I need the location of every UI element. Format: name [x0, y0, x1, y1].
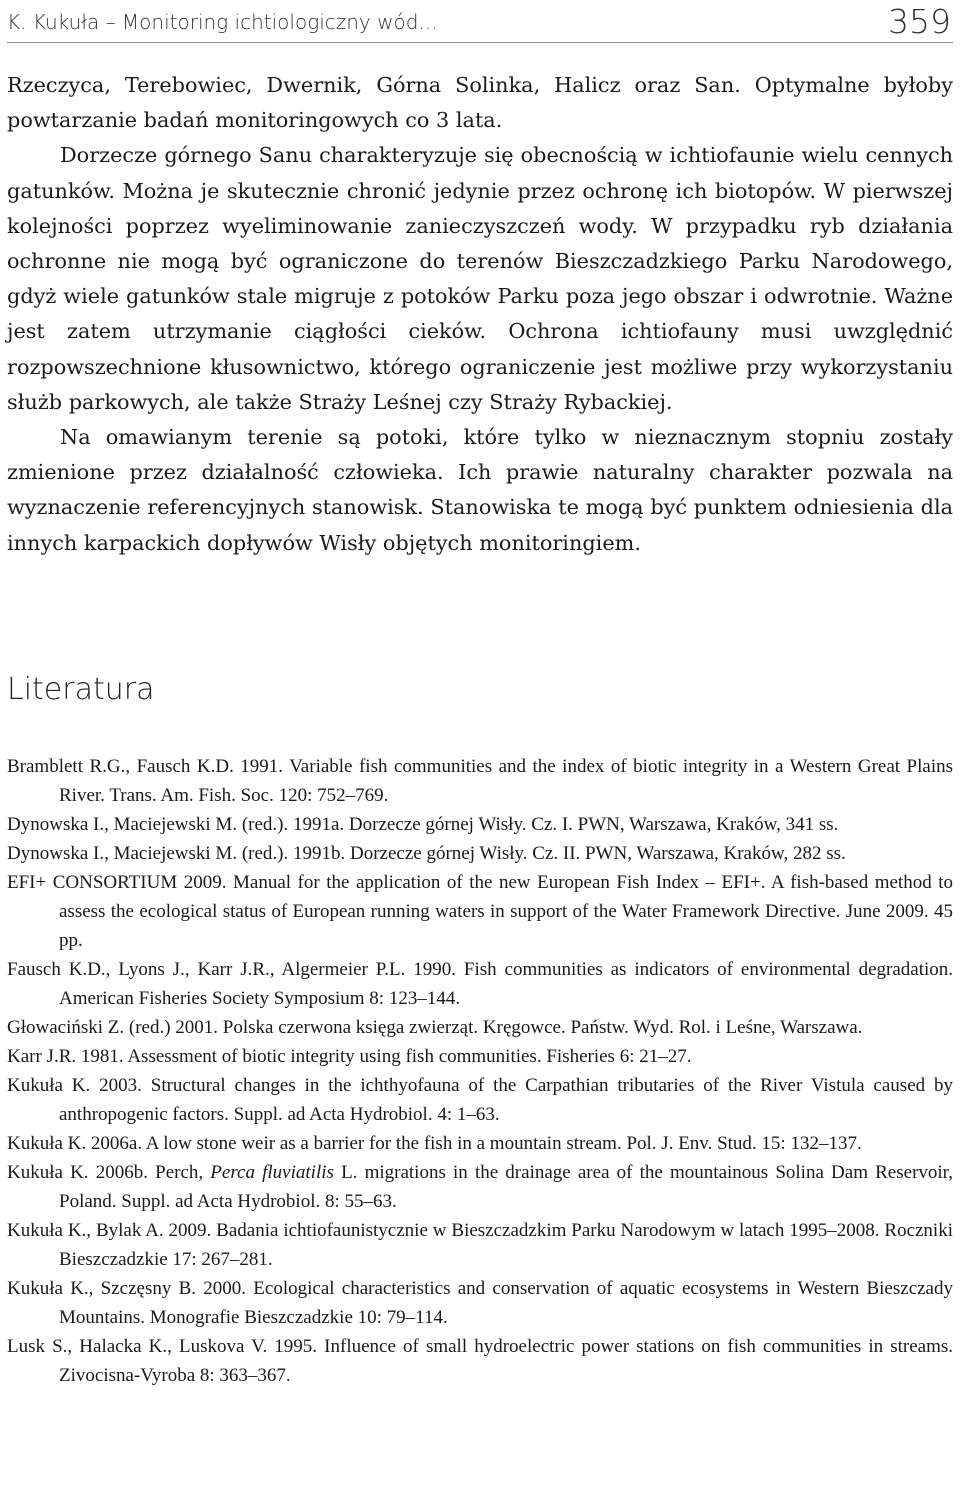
reference-item: Dynowska I., Maciejewski M. (red.). 1991b. Dorzecze górnej Wisły. Cz. II. PWN, Warszawa, Kraków, 282 ss. — [7, 843, 846, 864]
reference-item: Bramblett R.G., Fausch K.D. 1991. Variable fish communities and the index of biotic integrity in a Western Great Plains River. Trans. Am. Fish. Soc. 120: 752–769. — [7, 756, 953, 806]
reference-item: Kukuła K., Szczęsny B. 2000. Ecological characteristics and conservation of aquatic ecosystems in Western Bieszczady Mountains. Monografie Bieszczadzkie 10: 79–114. — [7, 1278, 953, 1328]
reference-item: Kukuła K. 2003. Structural changes in the ichthyofauna of the Carpathian tributaries of the River Vistula caused by anthropogenic factors. Suppl. ad Acta Hydrobiol. 4: 1–63. — [7, 1075, 953, 1125]
reference-item: Kukuła K. 2006a. A low stone weir as a barrier for the fish in a mountain stream. Pol. J. Env. Stud. 15: 132–137. — [7, 1133, 862, 1154]
paragraph: Dorzecze górnego Sanu charakteryzuje się obecnością w ichtiofaunie wielu cennych gatunków. Można je skutecznie chronić jedynie przez ochronę ich biotopów. W pierwszej kolejności poprzez wyeliminowanie zanieczyszczeń wody. W przypadku ryb działania ochronne nie mogą być ograniczone do terenów Bieszczadzkiego Parku Narodowego, gdyż wiele gatunków stale migruje z potoków Parku poza jego obszar i odwrotnie. Ważne jest zatem utrzymanie ciągłości cieków. Ochrona ichtiofauny musi uwzględnić rozpowszechnione kłusownictwo, którego ograniczenie jest możliwe przy wykorzystaniu służb parkowych, ale także Straży Leśnej czy Straży Rybackiej. — [7, 143, 953, 414]
page-number: 359 — [888, 2, 951, 41]
reference-item: Lusk S., Halacka K., Luskova V. 1995. Influence of small hydroelectric power stations on fish communities in streams. Zivocisna-Vyroba 8: 363–367. — [7, 1336, 953, 1386]
reference-text: L. migrations in the drainage area of the mountainous Solina Dam Reservoir, Poland. Suppl. ad Acta Hydrobiol. 8: 55–63. — [59, 1162, 953, 1212]
reference-item: Głowaciński Z. (red.) 2001. Polska czerwona księga zwierząt. Kręgowce. Państw. Wyd. Rol. i Leśne, Warszawa. — [7, 1017, 863, 1038]
reference-item: Fausch K.D., Lyons J., Karr J.R., Algermeier P.L. 1990. Fish communities as indicators of environmental degradation. American Fisheries Society Symposium 8: 123–144. — [7, 959, 953, 1009]
reference-text: Kukuła K. 2006b. Perch, — [7, 1162, 211, 1183]
running-header-title: K. Kukuła – Monitoring ichtiologiczny wód... — [7, 10, 438, 34]
reference-item: EFI+ CONSORTIUM 2009. Manual for the application of the new European Fish Index – EFI+. A fish-based method to assess the ecological status of European running waters in support of the Water Framework Directive. June 2009. 45 pp. — [7, 872, 953, 951]
paragraph: Rzeczyca, Terebowiec, Dwernik, Górna Solinka, Halicz oraz San. Optymalne byłoby powtarzanie badań monitoringowych co 3 lata. — [7, 73, 953, 133]
section-heading-literature: Literatura — [7, 672, 155, 707]
running-header — [7, 2, 953, 43]
reference-item — [7, 1158, 953, 1216]
body-text — [7, 68, 953, 561]
reference-item: Karr J.R. 1981. Assessment of biotic integrity using fish communities. Fisheries 6: 21–27. — [7, 1046, 692, 1067]
reference-item: Dynowska I., Maciejewski M. (red.). 1991a. Dorzecze górnej Wisły. Cz. I. PWN, Warszawa, Kraków, 341 ss. — [7, 814, 839, 835]
species-name: Perca fluviatilis — [210, 1162, 334, 1183]
reference-list — [7, 752, 953, 1390]
paragraph: Na omawianym terenie są potoki, które tylko w nieznacznym stopniu zostały zmienione przez działalność człowieka. Ich prawie naturalny charakter pozwala na wyznaczenie referencyjnych stanowisk. Stanowiska te mogą być punktem odniesienia dla innych karpackich dopływów Wisły objętych monitoringiem. — [7, 425, 953, 555]
reference-item: Kukuła K., Bylak A. 2009. Badania ichtiofaunistycznie w Bieszczadzkim Parku Narodowym w latach 1995–2008. Roczniki Bieszczadzkie 17: 267–281. — [7, 1220, 953, 1270]
